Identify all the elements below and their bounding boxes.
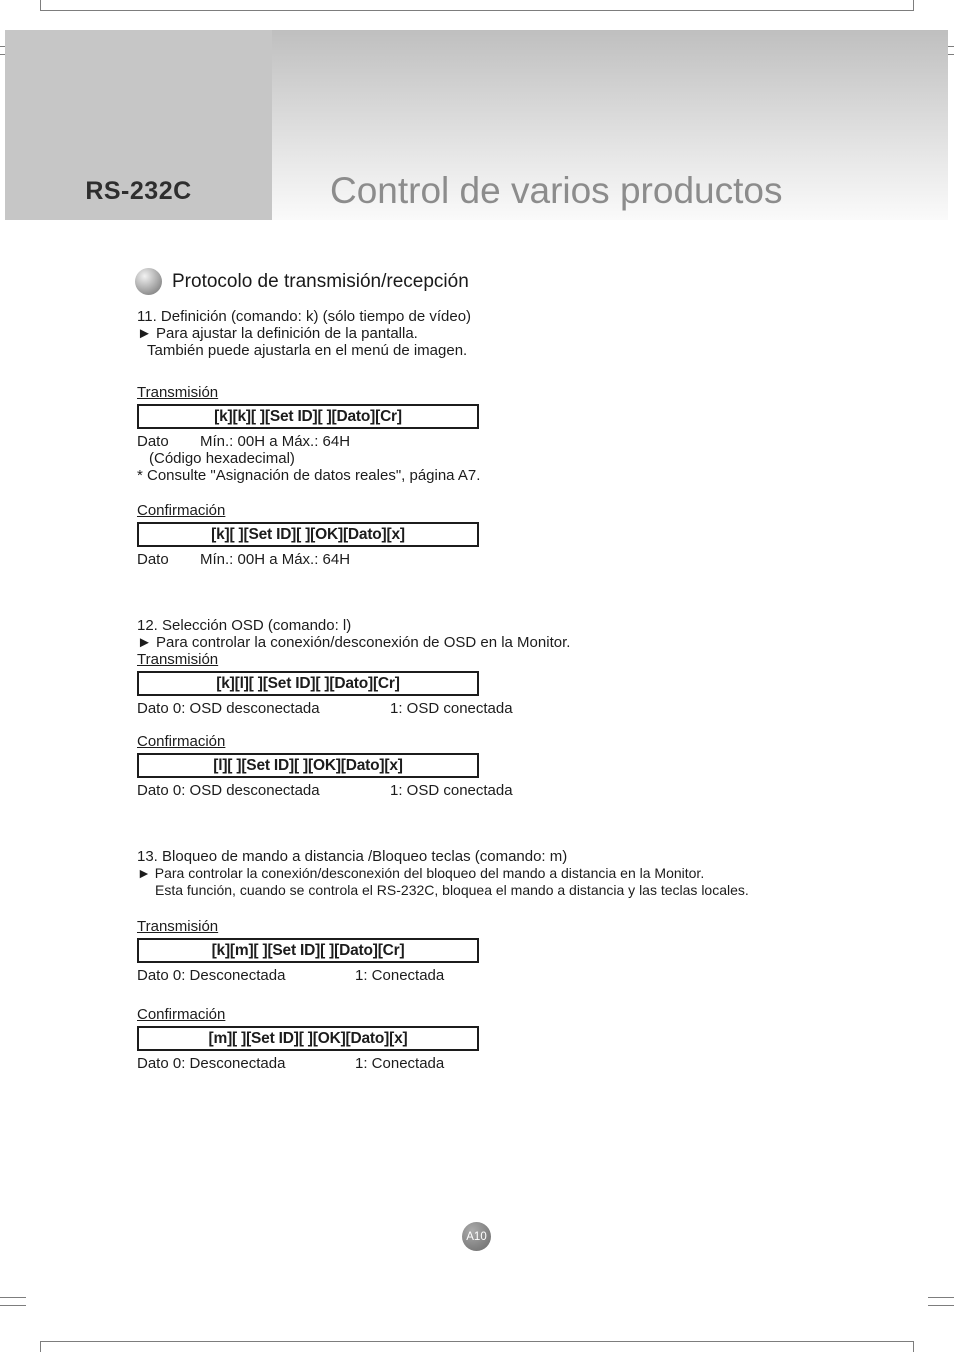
ack-code: [l][ ][Set ID][ ][OK][Dato][x] — [213, 756, 403, 774]
bullet-sphere-icon — [135, 268, 162, 295]
transmission-code: [k][k][ ][Set ID][ ][Dato][Cr] — [214, 407, 402, 425]
ack-code: [k][ ][Set ID][ ][OK][Dato][x] — [211, 525, 405, 543]
command-description-2: Esta función, cuando se controla el RS-232C, bloquea el mando a distancia y las teclas locales. — [155, 881, 749, 898]
ack-data-row — [137, 551, 837, 568]
crop-mark-bottom-right-2 — [928, 1305, 954, 1306]
command-description: ► Para ajustar la definición de la pantalla. — [137, 325, 418, 342]
transmission-label: Transmisión — [137, 918, 219, 935]
command-title: 11. Definición (comando: k) (sólo tiempo de vídeo) — [137, 308, 472, 325]
ack-data-row — [137, 782, 837, 799]
command-description-2: También puede ajustarla en el menú de imagen. — [147, 342, 468, 359]
model-label: RS-232C — [85, 177, 192, 205]
transmission-label: Transmisión — [137, 384, 219, 401]
section-heading: Protocolo de transmisión/recepción — [172, 270, 469, 292]
section-heading-row — [135, 268, 469, 295]
crop-mark-bottom-left-1 — [0, 1297, 26, 1298]
transmission-code-box — [137, 671, 479, 696]
ack-label: Confirmación — [137, 733, 226, 750]
footnote: * Consulte "Asignación de datos reales", página A7. — [137, 467, 481, 484]
data-row — [137, 433, 837, 450]
page-title: Control de varios productos — [330, 170, 783, 211]
ack-code-box — [137, 753, 479, 778]
ack-data-row — [137, 1055, 837, 1072]
data-row — [137, 700, 837, 717]
model-label-box — [5, 30, 272, 220]
ack-label: Confirmación — [137, 1006, 226, 1023]
command-title: 12. Selección OSD (comando: l) — [137, 617, 352, 634]
crop-mark-bottom-right-tick — [913, 1341, 914, 1352]
crop-mark-bottom-left-2 — [0, 1305, 26, 1306]
ack-code-box — [137, 1026, 479, 1051]
data-option-0: Dato 0: OSD desconectada — [137, 700, 320, 717]
data-option-1: 1: OSD conectada — [390, 700, 513, 717]
command-description: ► Para controlar la conexión/desconexión de OSD en la Monitor. — [137, 634, 571, 651]
data-range: Mín.: 00H a Máx.: 64H — [200, 433, 351, 450]
transmission-code: [k][m][ ][Set ID][ ][Dato][Cr] — [211, 941, 405, 959]
crop-mark-top-right-tick — [913, 0, 914, 10]
command-12-block — [137, 617, 837, 799]
data-option-0: Dato 0: Desconectada — [137, 967, 286, 984]
ack-data-option-0: Dato 0: Desconectada — [137, 1055, 286, 1072]
ack-label: Confirmación — [137, 502, 226, 519]
ack-data-option-1: 1: Conectada — [355, 1055, 445, 1072]
command-11-block — [137, 308, 837, 568]
ack-data-range: Mín.: 00H a Máx.: 64H — [200, 551, 351, 568]
ack-code-box — [137, 522, 479, 547]
ack-data-option-1: 1: OSD conectada — [390, 782, 513, 799]
ack-code: [m][ ][Set ID][ ][OK][Dato][x] — [208, 1029, 408, 1047]
page-number-badge — [462, 1222, 491, 1251]
data-note: (Código hexadecimal) — [149, 450, 295, 467]
command-title: 13. Bloqueo de mando a distancia /Bloqueo teclas (comando: m) — [137, 848, 568, 865]
header-band — [272, 30, 948, 220]
crop-mark-bottom-right-1 — [928, 1297, 954, 1298]
crop-mark-top-left-tick — [40, 0, 41, 10]
crop-mark-bottom-line — [40, 1341, 914, 1342]
data-option-1: 1: Conectada — [355, 967, 445, 984]
ack-data-option-0: Dato 0: OSD desconectada — [137, 782, 320, 799]
transmission-label: Transmisión — [137, 651, 219, 668]
ack-data-label: Dato — [137, 551, 169, 568]
data-row — [137, 967, 837, 984]
command-description: ► Para controlar la conexión/desconexión del bloqueo del mando a distancia en la Monitor. — [137, 865, 705, 881]
crop-mark-top-line — [40, 10, 914, 11]
command-13-block — [137, 848, 837, 1072]
page-number: A10 — [466, 1230, 487, 1243]
crop-mark-bottom-left-tick — [40, 1341, 41, 1352]
data-label: Dato — [137, 433, 169, 450]
transmission-code: [k][l][ ][Set ID][ ][Dato][Cr] — [216, 674, 400, 692]
transmission-code-box — [137, 404, 479, 429]
transmission-code-box — [137, 938, 479, 963]
